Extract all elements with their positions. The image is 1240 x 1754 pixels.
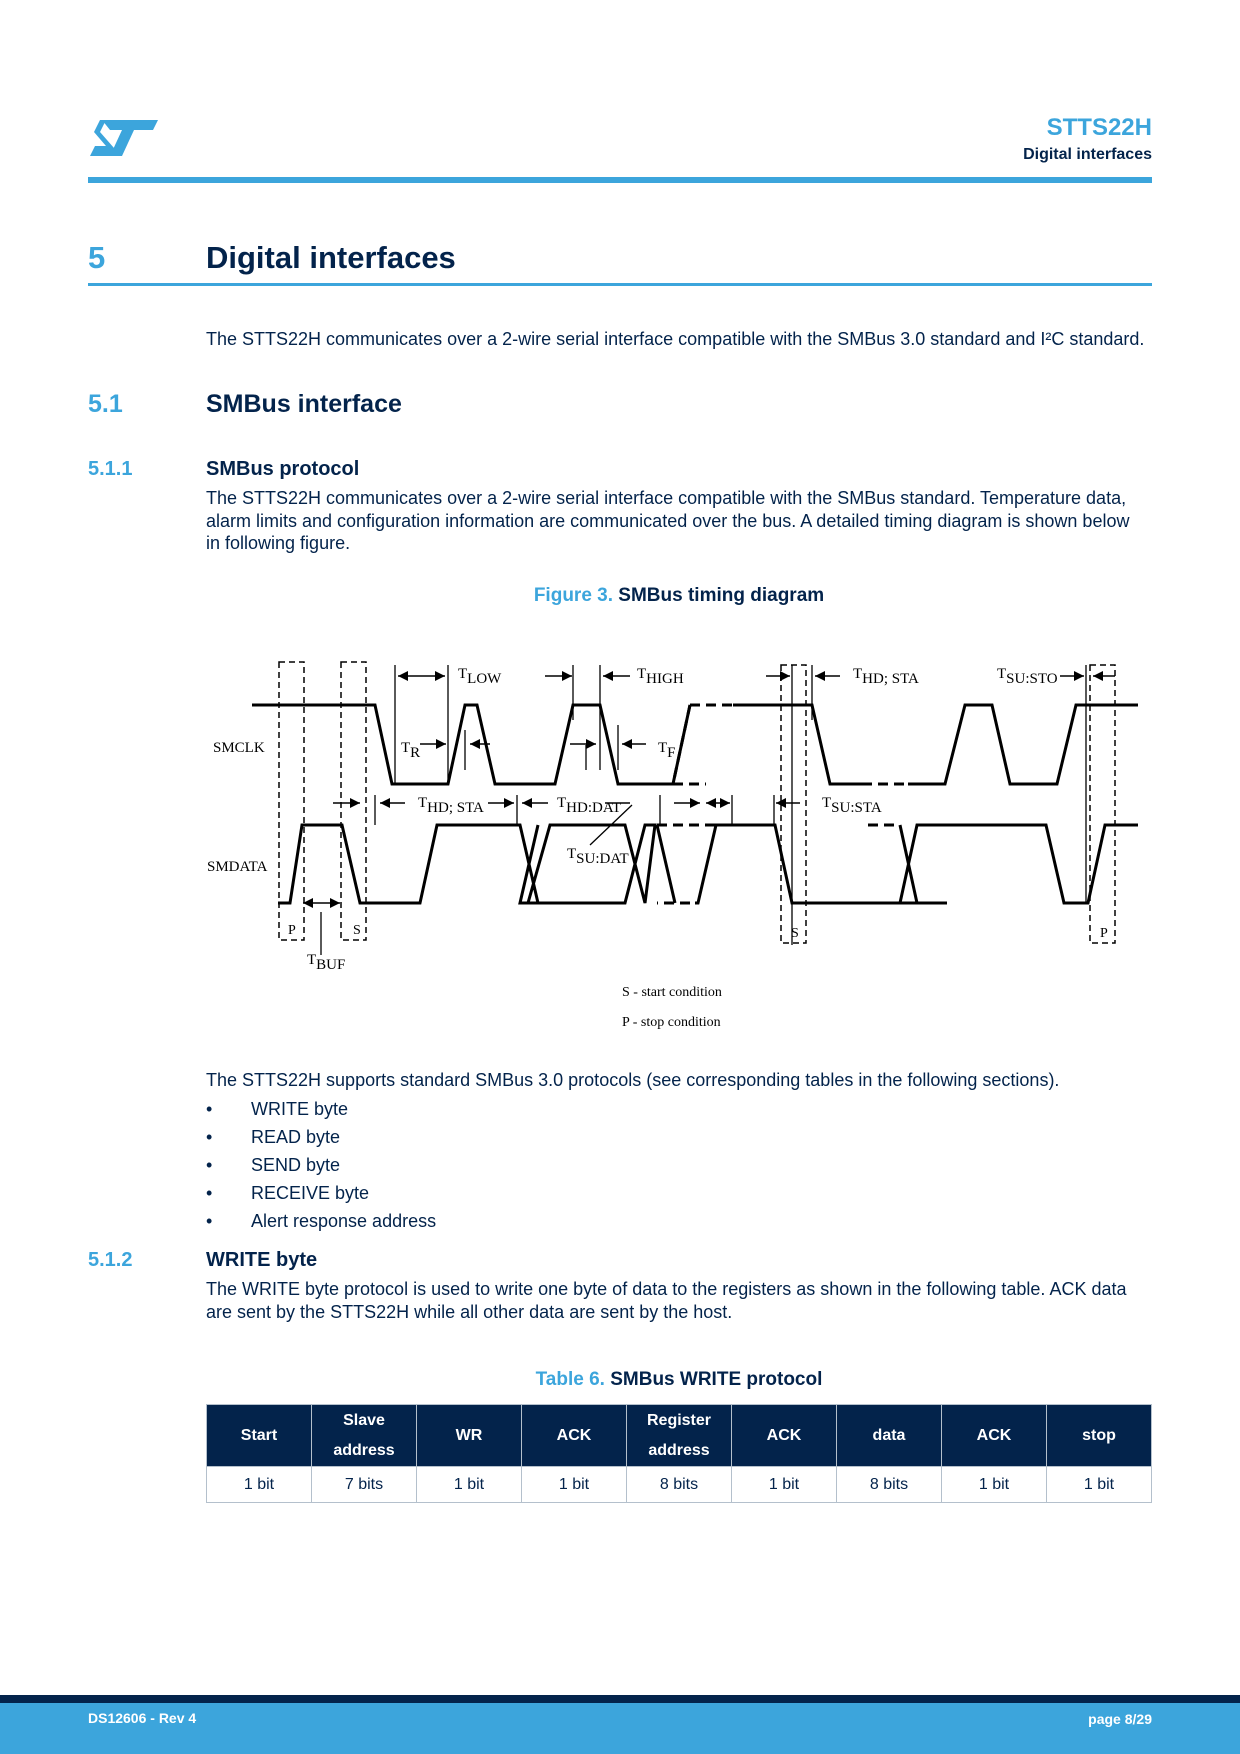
header-product: STTS22H <box>1046 114 1152 141</box>
thigh-label: THIGH <box>637 666 684 687</box>
table-cell: 1 bit <box>942 1467 1047 1503</box>
table-header: Register address <box>627 1405 732 1467</box>
table-cell: 1 bit <box>1047 1467 1152 1503</box>
tsudat-label: TSU:DAT <box>567 846 629 867</box>
section-number: 5 <box>88 240 106 275</box>
marker-s-right: S <box>791 926 799 941</box>
table-caption <box>206 1369 1152 1391</box>
write-byte-number: 5.1.2 <box>88 1249 133 1271</box>
table-cell: 1 bit <box>417 1467 522 1503</box>
smclk-label: SMCLK <box>213 740 265 756</box>
table-header: WR <box>417 1405 522 1467</box>
marker-s-left: S <box>353 923 361 938</box>
subsubsection-title: SMBus protocol <box>206 458 360 480</box>
legend-start: S - start condition <box>622 985 722 1000</box>
protocols-intro: The STTS22H supports standard SMBus 3.0 protocols (see corresponding tables in the following sections). <box>206 1070 1060 1090</box>
table-header: ACK <box>522 1405 627 1467</box>
subsubsection-number: 5.1.1 <box>88 458 133 480</box>
table-header: ACK <box>732 1405 837 1467</box>
subsection-title: SMBus interface <box>206 390 402 418</box>
legend-stop: P - stop condition <box>622 1015 721 1030</box>
list-item: • READ byte <box>206 1126 1106 1154</box>
thddat-label: THD:DAT <box>557 795 622 816</box>
tr-label: TR <box>401 740 421 761</box>
table-title: SMBus WRITE protocol <box>610 1369 823 1390</box>
footer-doc-id: DS12606 - Rev 4 <box>88 1710 197 1726</box>
protocol-list <box>206 1098 1106 1238</box>
table-header: data <box>837 1405 942 1467</box>
smdata-label: SMDATA <box>207 859 268 875</box>
figure-label: Figure 3. <box>533 585 614 606</box>
table-row <box>207 1467 1152 1503</box>
footer-rule <box>0 1695 1240 1703</box>
st-logo-icon <box>88 118 160 160</box>
table-header-row <box>207 1405 1152 1467</box>
figure-caption <box>206 585 1152 607</box>
list-item: • SEND byte <box>206 1154 1106 1182</box>
table-cell: 8 bits <box>627 1467 732 1503</box>
smbus-timing-diagram <box>200 640 1150 1040</box>
table-header: ACK <box>942 1405 1047 1467</box>
protocol-description: The STTS22H communicates over a 2-wire serial interface compatible with the SMBus standard. Temperature data, alarm limits and configuration information are communicated over the bus. A detailed timing diagram is shown below in following figure. <box>206 488 1130 553</box>
smclk-waveform <box>252 705 1138 784</box>
thdsta-top-label: THD; STA <box>853 666 919 687</box>
list-item: • Alert response address <box>206 1210 1106 1238</box>
marker-p-left: P <box>288 923 296 938</box>
header-rule <box>88 177 1152 183</box>
table-header: stop <box>1047 1405 1152 1467</box>
tlow-label: TLOW <box>458 666 502 687</box>
section-rule <box>88 283 1152 286</box>
table-cell: 7 bits <box>312 1467 417 1503</box>
write-byte-description: The WRITE byte protocol is used to write one byte of data to the registers as shown in the following table. ACK data are sent by the STTS22H while all other data are sent by the host. <box>206 1279 1127 1322</box>
tbuf-label: TBUF <box>307 952 346 973</box>
table-cell: 1 bit <box>207 1467 312 1503</box>
subsection-number: 5.1 <box>88 390 123 418</box>
section-intro: The STTS22H communicates over a 2-wire serial interface compatible with the SMBus 3.0 standard and I²C standard. <box>206 329 1145 349</box>
smbus-write-table <box>206 1404 1152 1503</box>
table-label: Table 6. <box>535 1369 605 1390</box>
header-section: Digital interfaces <box>1023 146 1152 163</box>
thdsta-mid-label: THD; STA <box>418 795 484 816</box>
write-byte-title: WRITE byte <box>206 1249 318 1271</box>
table-cell: 1 bit <box>732 1467 837 1503</box>
table-cell: 8 bits <box>837 1467 942 1503</box>
table-cell: 1 bit <box>522 1467 627 1503</box>
figure-title: SMBus timing diagram <box>618 585 825 606</box>
list-item: • WRITE byte <box>206 1098 1106 1126</box>
footer-page-number: page 8/29 <box>1088 1711 1152 1727</box>
table-header: Start <box>207 1405 312 1467</box>
section-title: Digital interfaces <box>206 240 456 275</box>
table-header: Slave address <box>312 1405 417 1467</box>
tf-label: TF <box>658 740 676 761</box>
tsusto-label: TSU:STO <box>997 666 1058 687</box>
tsusta-label: TSU:STA <box>822 795 882 816</box>
marker-p-right: P <box>1100 926 1108 941</box>
smdata-waveform <box>278 825 1138 903</box>
list-item: • RECEIVE byte <box>206 1182 1106 1210</box>
